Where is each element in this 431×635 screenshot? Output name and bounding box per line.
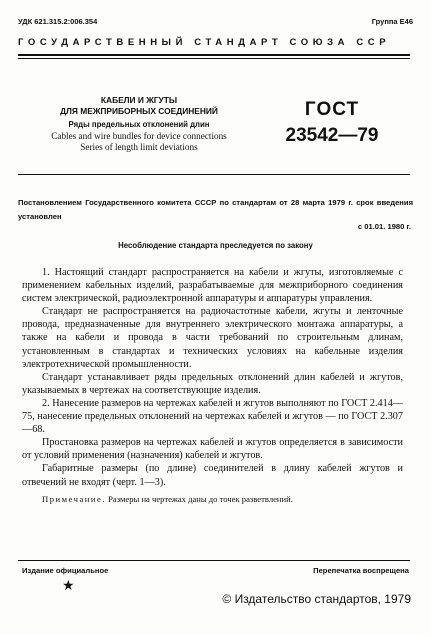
star-mark: ★	[62, 579, 75, 594]
udk-code: УДК 621.315.2:006.354	[18, 17, 98, 26]
title-rule	[18, 174, 410, 175]
note	[22, 493, 403, 506]
decree-text: Постановлением Государственного комитета СССР по стандартам от 28 марта 1979 г. срок введения установлен	[18, 198, 413, 221]
note-text: Размеры на чертежах даны до точек разветвлений.	[105, 493, 293, 504]
publisher-copyright: © Издательство стандартов, 1979	[222, 592, 411, 606]
header-rule-thick	[18, 54, 410, 56]
standard-banner: ГОСУДАРСТВЕННЫЙ СТАНДАРТ СОЮЗА ССР	[18, 37, 391, 48]
note-label: Примечание.	[42, 493, 106, 504]
group-code: Группа Е46	[371, 17, 413, 26]
paragraph-6: Габаритные размеры (по длине) соединителей в длину кабелей жгутов и отвечений не входят (черт. 1—3).	[22, 463, 403, 488]
decree-date: с 01.01. 1980 г.	[357, 222, 411, 231]
paragraph-1: 1. Настоящий стандарт распространяется на кабели и жгуты, изготовляемые с применением кабельных изделий, разрабатываемые для межприборного соединения систем электрической, радиоэлектронной аппаратуры и аппаратуры управления.	[22, 267, 403, 305]
title-block	[18, 95, 260, 153]
paragraph-5: Простановка размеров на чертежах кабелей и жгутов определяется в зависимости от условий применения (назначения) кабелей и жгутов.	[22, 437, 403, 462]
paragraph-4: 2. Нанесение размеров на чертежах кабелей и жгутов выполняют по ГОСТ 2.414—75, нанесение предельных отклонений на чертежах кабелей и жгутов — по ГОСТ 2.307—68.	[22, 397, 403, 436]
title-line-2: ДЛЯ МЕЖПРИБОРНЫХ СОЕДИНЕНИЙ	[60, 106, 218, 116]
official-edition: Издание официальное	[22, 566, 109, 575]
paragraph-3: Стандарт устанавливает ряды предельных отклонений длин кабелей и жгутов, указываемых в чертежах на соответствующие изделия.	[22, 371, 403, 396]
title-english-2: Series of length limit deviations	[80, 142, 198, 152]
gost-number: 23542—79	[285, 125, 379, 146]
title-english-1: Cables and wire bundles for device connections	[51, 131, 227, 141]
header-rule-thin	[18, 58, 410, 59]
paragraph-2: Стандарт не распространяется на радиочастотные кабели, жгуты и ленточные провода, предназначенные для внутреннего электрического монтажа аппаратуры, а также на кабели и провода в части требований по строительным длинам, установленным в стандартах и технических условиях на кабельные изделия электротехнической промышленности.	[22, 306, 403, 370]
reprint-notice: Перепечатка воспрещена	[313, 566, 409, 575]
gost-label: ГОСТ	[304, 99, 360, 120]
title-line-1: КАБЕЛИ И ЖГУТЫ	[100, 95, 178, 105]
footer-rule	[18, 560, 410, 561]
law-notice: Несоблюдение стандарта преследуется по закону	[118, 241, 313, 250]
body-text	[22, 266, 403, 506]
title-subtitle: Ряды предельных отклонений длин	[68, 120, 210, 129]
